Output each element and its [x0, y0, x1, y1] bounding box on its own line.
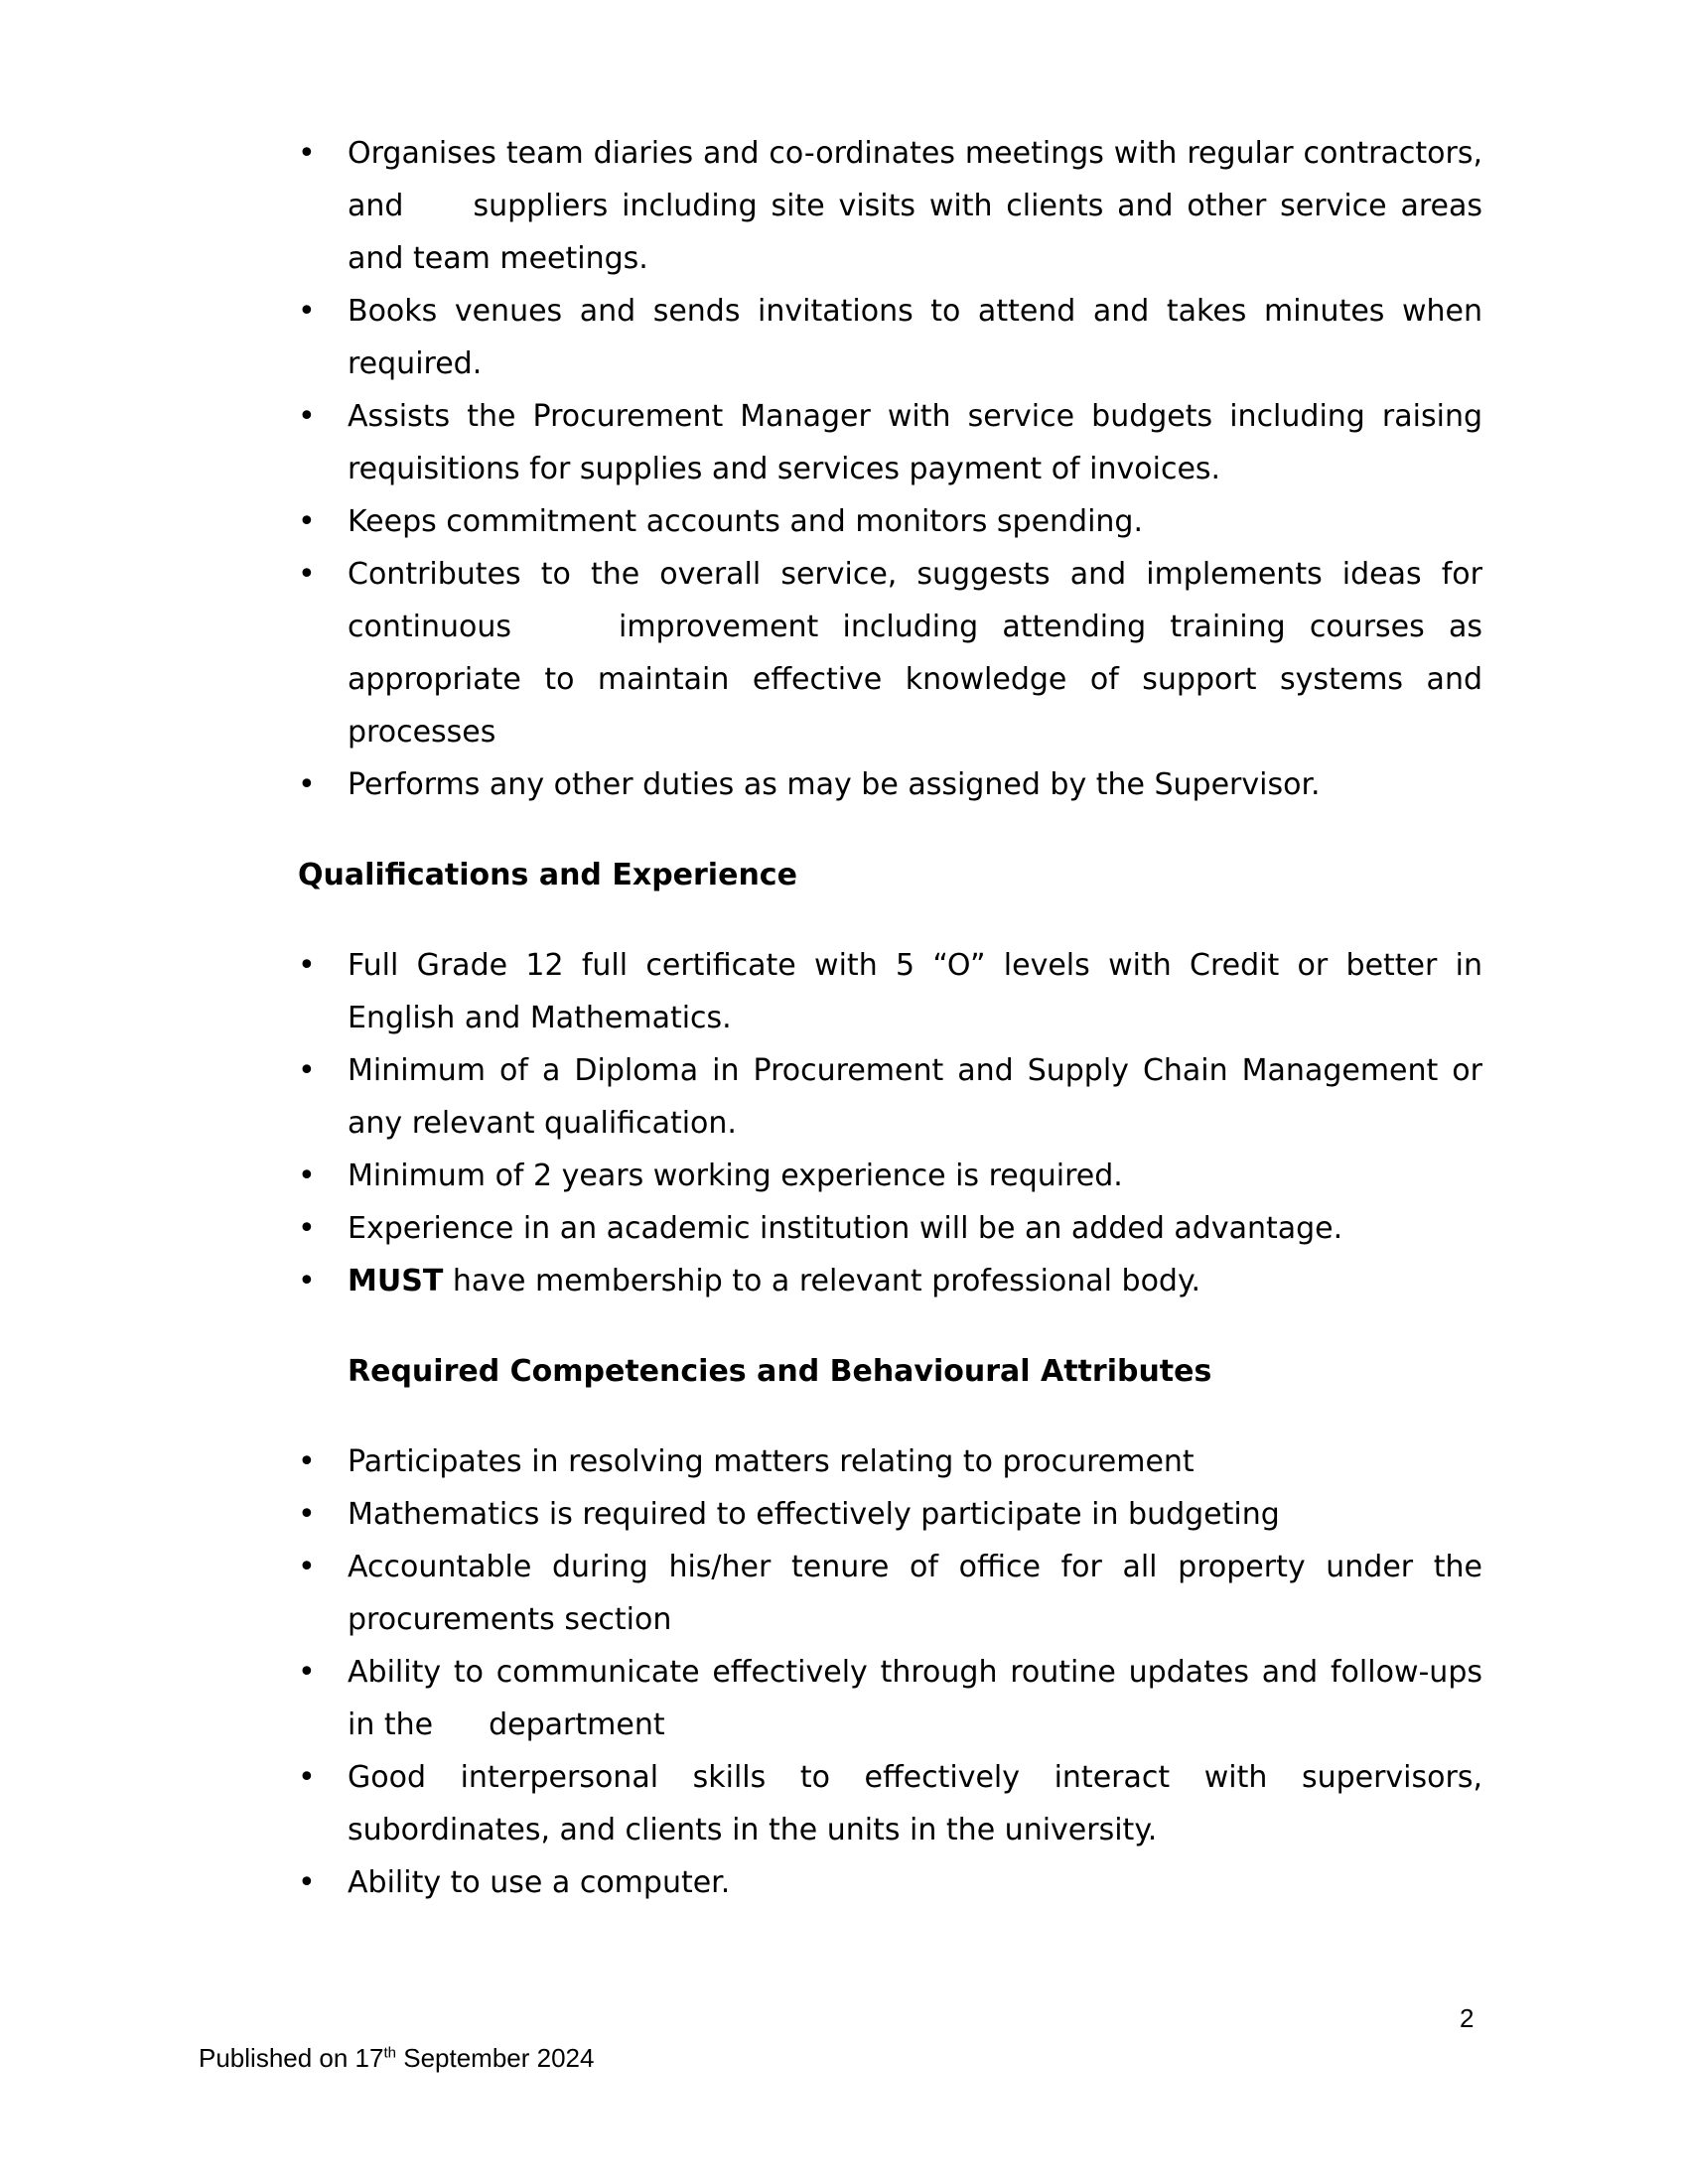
list-item — [298, 1150, 1482, 1202]
bullet-icon: • — [298, 399, 316, 434]
list-item — [298, 1856, 1482, 1909]
list-item-text: Mathematics is required to effectively participate in budgeting — [348, 1497, 1280, 1532]
competencies-heading: Required Competencies and Behavioural Attributes — [348, 1354, 1212, 1389]
list-item-text: Full Grade 12 full certificate with 5 “O” levels with Credit or better in English and Mathematics. — [348, 948, 1482, 1035]
list-item — [298, 127, 1482, 285]
list-item-text: Good interpersonal skills to effectively interact with supervisors, subordinates, and clients in the units in the university. — [348, 1760, 1482, 1847]
duties-list — [298, 127, 1482, 811]
list-item-text: Keeps commitment accounts and monitors spending. — [348, 504, 1144, 539]
list-item-text-part: department — [489, 1707, 665, 1742]
competencies-list — [298, 1435, 1482, 1909]
list-item-text: Ability to use a computer. — [348, 1865, 731, 1900]
list-item — [298, 1044, 1482, 1150]
list-item-text: Participates in resolving matters relating to procurement — [348, 1444, 1195, 1479]
list-item-text-part: Contributes to the overall service, suggests and implements ideas for continuous — [348, 557, 1482, 644]
footer-ordinal: th — [383, 2044, 396, 2062]
bullet-icon: • — [298, 1264, 316, 1298]
must-emphasis: MUST — [348, 1264, 444, 1298]
list-item-text-part: Organises team diaries and co-ordinates meetings with regular contractors, and — [348, 136, 1482, 223]
list-item — [298, 285, 1482, 390]
page-number: 2 — [1460, 2003, 1475, 2033]
list-item — [298, 758, 1482, 811]
list-item — [298, 1435, 1482, 1488]
publication-footer — [199, 2043, 594, 2074]
list-item — [298, 548, 1482, 758]
bullet-icon: • — [298, 948, 316, 983]
document-page — [298, 127, 1482, 1909]
bullet-icon: • — [298, 1053, 316, 1088]
footer-prefix: Published on 17 — [199, 2043, 384, 2073]
bullet-icon: • — [298, 294, 316, 329]
bullet-icon: • — [298, 1655, 316, 1690]
list-item-text: Assists the Procurement Manager with service budgets including raising requisitions for supplies and services payment of invoices. — [348, 399, 1482, 486]
list-item — [298, 1488, 1482, 1541]
list-item — [298, 939, 1482, 1044]
bullet-icon: • — [298, 1760, 316, 1795]
bullet-icon: • — [298, 767, 316, 802]
list-item — [298, 1255, 1482, 1307]
list-item — [298, 1646, 1482, 1751]
list-item-text: Books venues and sends invitations to attend and takes minutes when required. — [348, 294, 1482, 381]
bullet-icon: • — [298, 1159, 316, 1193]
list-item — [298, 1751, 1482, 1856]
bullet-icon: • — [298, 1497, 316, 1532]
list-item-text: Performs any other duties as may be assigned by the Supervisor. — [348, 767, 1321, 802]
footer-suffix: September 2024 — [396, 2043, 595, 2073]
bullet-icon: • — [298, 1444, 316, 1479]
bullet-icon: • — [298, 504, 316, 539]
list-item — [298, 1202, 1482, 1255]
list-item-text-part: Ability to communicate effectively through routine updates and follow-ups in the — [348, 1655, 1482, 1742]
list-item-text: Minimum of 2 years working experience is required. — [348, 1159, 1123, 1193]
bullet-icon: • — [298, 557, 316, 592]
list-item-text: Minimum of a Diploma in Procurement and Supply Chain Management or any relevant qualification. — [348, 1053, 1482, 1141]
qualifications-heading: Qualifications and Experience — [298, 858, 797, 892]
list-item — [298, 390, 1482, 495]
list-item-text-part: improvement including attending training courses as appropriate to maintain effective knowledge of support systems and processes — [348, 610, 1482, 750]
bullet-icon: • — [298, 1550, 316, 1584]
list-item-text-part: suppliers including site visits with clients and other service areas and team meetings. — [348, 189, 1482, 276]
bullet-icon: • — [298, 1211, 316, 1246]
list-item-text: have membership to a relevant professional body. — [443, 1264, 1200, 1298]
bullet-icon: • — [298, 1865, 316, 1900]
bullet-icon: • — [298, 136, 316, 171]
list-item — [298, 495, 1482, 548]
list-item — [298, 1541, 1482, 1646]
list-item-text: Experience in an academic institution will be an added advantage. — [348, 1211, 1343, 1246]
list-item-text: Accountable during his/her tenure of office for all property under the procurements section — [348, 1550, 1482, 1637]
qualifications-list — [298, 939, 1482, 1307]
